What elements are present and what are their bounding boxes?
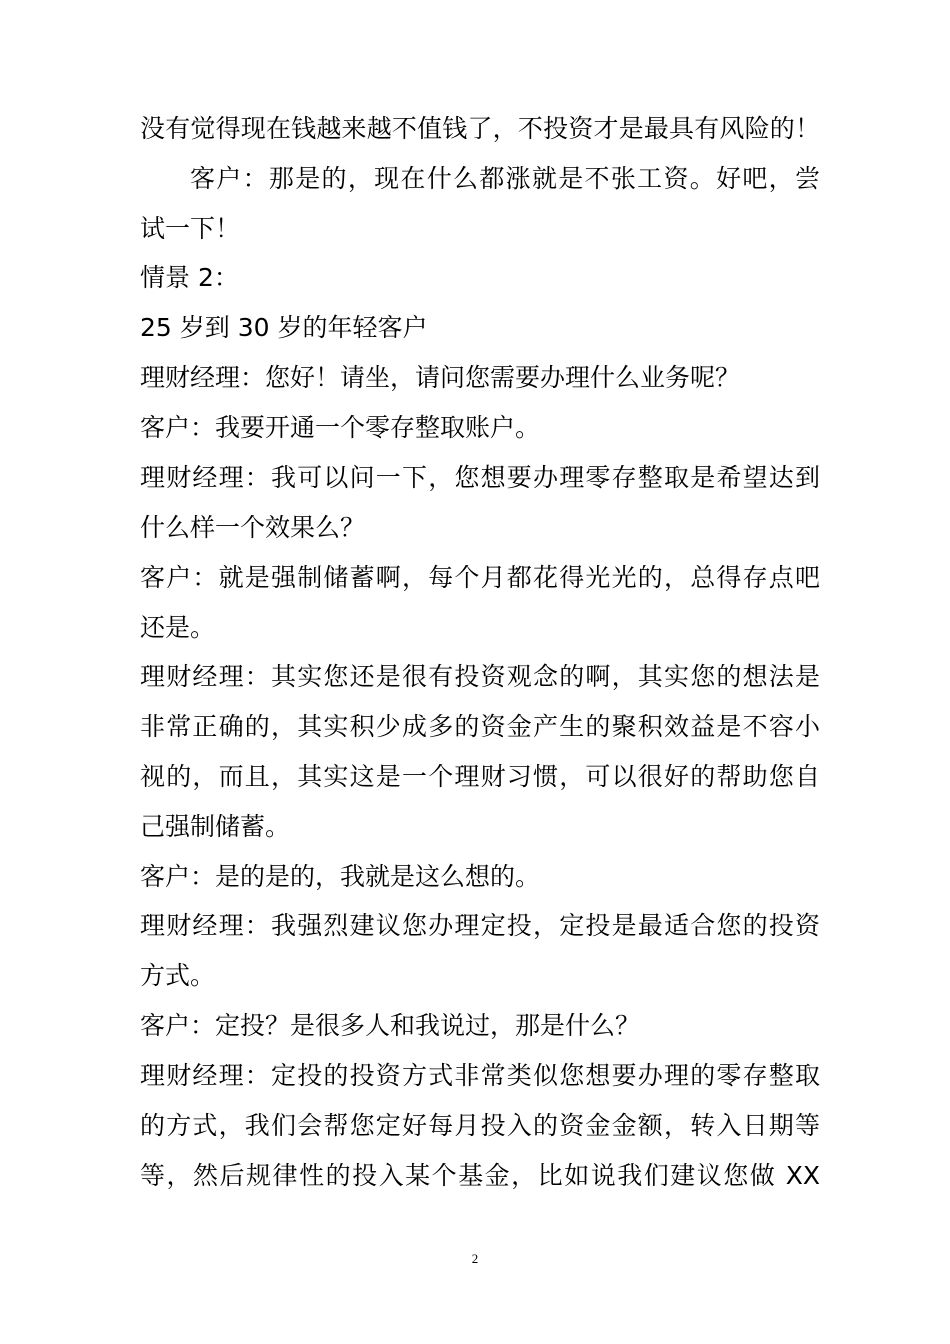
text-line: 客户：就是强制储蓄啊，每个月都花得光光的，总得存点吧 (140, 563, 820, 592)
page-number: 2 (471, 1251, 479, 1266)
text-line: 理财经理：我强烈建议您办理定投，定投是最适合您的投资 (140, 911, 820, 940)
text-line: 理财经理：其实您还是很有投资观念的啊，其实您的想法是 (140, 662, 820, 691)
text-line: 己强制储蓄。 (140, 812, 291, 841)
text-line: 25 岁到 30 岁的年轻客户 (140, 313, 428, 342)
text-line: 客户：我要开通一个零存整取账户。 (140, 413, 541, 442)
text-line: 没有觉得现在钱越来越不值钱了，不投资才是最具有风险的！ (140, 114, 820, 143)
text-line: 方式。 (140, 961, 216, 990)
text-line: 理财经理：您好！请坐，请问您需要办理什么业务呢？ (140, 363, 741, 392)
text-line: 等，然后规律性的投入某个基金，比如说我们建议您做 XX (140, 1161, 820, 1190)
text-line: 视的，而且，其实这是一个理财习惯，可以很好的帮助您自 (140, 762, 820, 791)
text-line: 理财经理：我可以问一下，您想要办理零存整取是希望达到 (140, 463, 820, 492)
text-line: 理财经理：定投的投资方式非常类似您想要办理的零存整取 (140, 1061, 820, 1090)
text-line: 情景 2： (140, 263, 239, 292)
text-line: 什么样一个效果么？ (140, 513, 366, 542)
text-line: 客户：是的是的，我就是这么想的。 (140, 862, 541, 891)
text-line: 客户：那是的，现在什么都涨就是不张工资。好吧，尝 (190, 164, 820, 193)
text-line: 试一下！ (140, 214, 241, 243)
text-line: 的方式，我们会帮您定好每月投入的资金金额，转入日期等 (140, 1111, 820, 1140)
text-line: 还是。 (140, 613, 216, 642)
text-line: 非常正确的，其实积少成多的资金产生的聚积效益是不容小 (140, 712, 820, 741)
text-line: 客户：定投？是很多人和我说过，那是什么？ (140, 1011, 641, 1040)
